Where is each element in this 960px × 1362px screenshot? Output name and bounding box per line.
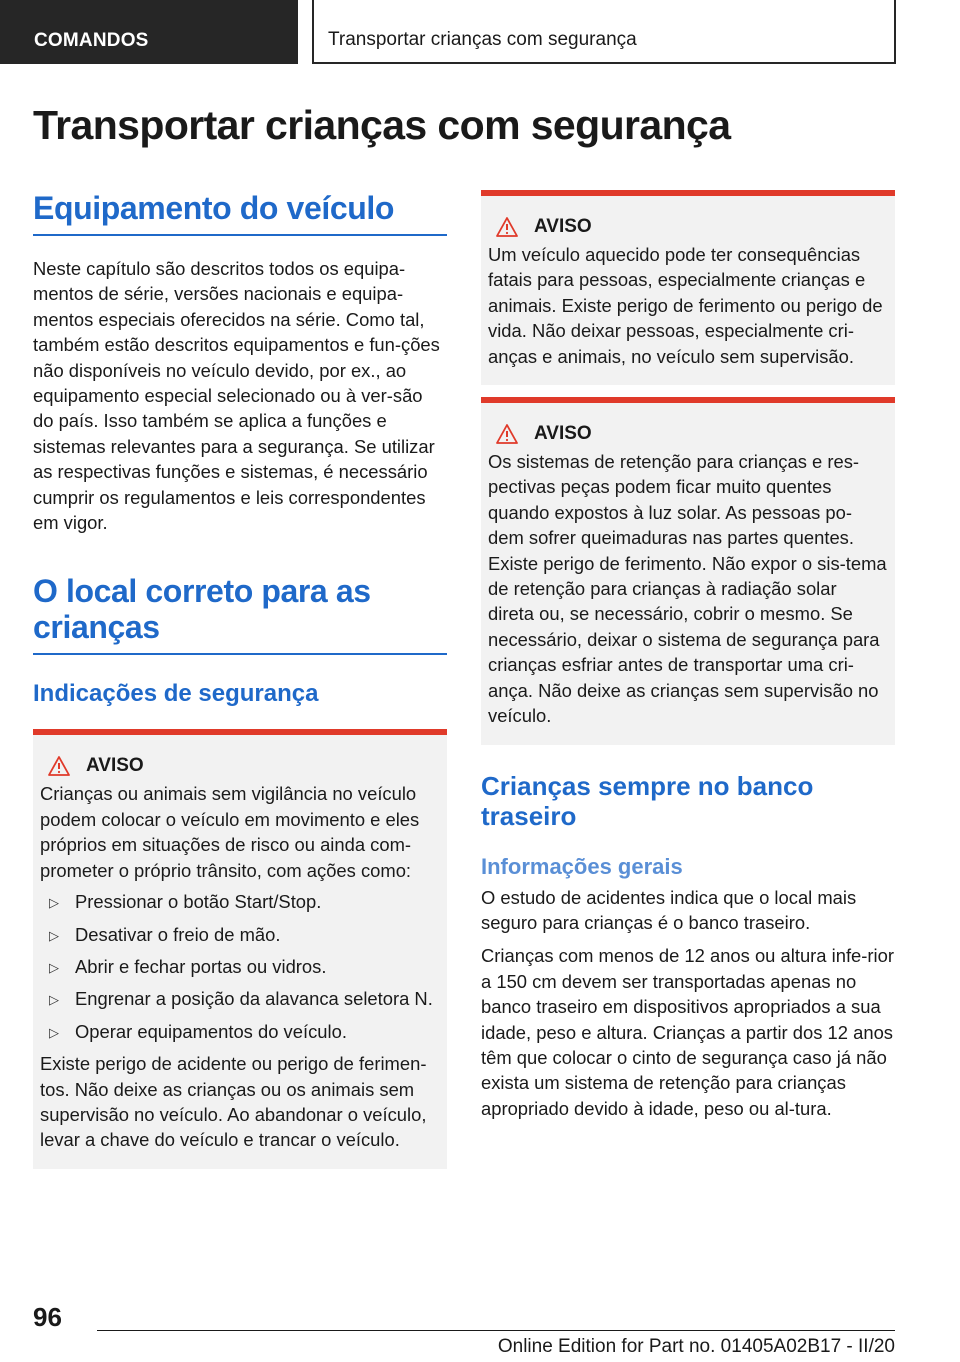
section-heading-equipment: Equipamento do veículo bbox=[33, 190, 447, 236]
triangle-bullet-icon: ▷ bbox=[49, 992, 59, 1008]
warning-box-heated-vehicle bbox=[481, 190, 895, 385]
warning-label: AVISO bbox=[86, 755, 144, 777]
subsection-heading-safety: Indicações de segurança bbox=[33, 680, 319, 708]
section-tab[interactable]: COMANDOS bbox=[0, 0, 298, 64]
triangle-bullet-icon: ▷ bbox=[49, 927, 59, 943]
section-heading-correct-place: O local correto para as crianças bbox=[33, 573, 447, 655]
list-item: ▷ Abrir e fechar portas ou vidros. bbox=[40, 954, 439, 979]
page-number: 96 bbox=[33, 1302, 62, 1332]
warning-triangle-icon bbox=[496, 424, 518, 444]
list-item: ▷ Pressionar o botão Start/Stop. bbox=[40, 889, 439, 914]
warning-bullet-list bbox=[40, 889, 439, 1044]
info-heading: Informações gerais bbox=[481, 853, 683, 879]
triangle-bullet-icon: ▷ bbox=[49, 895, 59, 911]
warning-header bbox=[488, 423, 887, 445]
list-item: ▷ Desativar o freio de mão. bbox=[40, 922, 439, 947]
warning-box-hot-parts bbox=[481, 397, 895, 744]
warning-label: AVISO bbox=[534, 216, 592, 237]
warning-triangle-icon bbox=[496, 217, 518, 237]
warning-text: Um veículo aquecido pode ter consequências fatais para pessoas, especialmente crianças e animais. Existe perigo de ferimento ou perigo de vida. Não deixar pessoas, especialmente cri-anças e animais, no veículo sem supervisão. bbox=[488, 244, 883, 367]
chapter-title: Transportar crianças com segurança bbox=[312, 0, 896, 64]
triangle-bullet-icon: ▷ bbox=[49, 959, 59, 975]
warning-outro: Existe perigo de acidente ou perigo de ferimen-tos. Não deixe as crianças ou os animais sem supervisão no veículo. Ao abandonar o veículo, levar a chave do veículo e trancar o veículo. bbox=[40, 1053, 427, 1151]
warning-text: Os sistemas de retenção para crianças e res-pectivas peças podem ficar muito quentes quando expostos à luz solar. As pessoas po-dem sofrer queimaduras nas partes quentes. Existe perigo de ferimento. Não expor o sis-tema de retenção para crianças à radiação solar direta ou, se necessário, cobrir o mesmo. Se necessário, deixar o sistema de segurança para crianças esfriar antes de transportar uma cri-ança. Não deixe as crianças sem supervisão no veículo. bbox=[488, 451, 887, 727]
warning-header bbox=[40, 755, 439, 777]
warning-label: AVISO bbox=[534, 423, 592, 445]
left-column bbox=[33, 190, 447, 1169]
subsection-heading-rear-seat: Crianças sempre no banco traseiro bbox=[481, 770, 814, 831]
footer-edition: Online Edition for Part no. 01405A02B17 - II/20 bbox=[497, 1336, 895, 1357]
footer-divider bbox=[97, 1330, 895, 1331]
info-paragraph-1: O estudo de acidentes indica que o local mais seguro para crianças é o banco traseiro. bbox=[481, 886, 857, 933]
page-title: Transportar crianças com segurança bbox=[33, 102, 731, 148]
list-item: ▷ Operar equipamentos do veículo. bbox=[40, 1019, 439, 1044]
warning-box-unattended bbox=[33, 729, 447, 1168]
equipment-paragraph: Neste capítulo são descritos todos os equipa-mentos de série, versões nacionais e equipa-mentos especiais oferecidos na série. Como tal, também estão descritos equipamentos e fun-ções não disponíveis no veículo devido, por ex., ao equipamento especial selecionado ou à ver-são do país. Isso também se aplica a funções e sistemas relevantes para a segurança. Se utilizar as respectivas funções e sistemas, é necessário cumprir os regulamentos e leis correspondentes em vigor. bbox=[33, 258, 440, 534]
warning-header bbox=[488, 216, 887, 238]
right-column bbox=[481, 190, 895, 1121]
triangle-bullet-icon: ▷ bbox=[49, 1024, 59, 1040]
info-paragraph-2: Crianças com menos de 12 anos ou altura infe-rior a 150 cm devem ser transportadas apenas no banco traseiro em dispositivos apropriados a sua idade, peso e altura. Crianças a partir dos 12 anos têm que colocar o cinto de segurança caso já não exista um sistema de retenção para crianças apropriado devido à idade, peso ou al-tura. bbox=[481, 945, 894, 1119]
warning-triangle-icon bbox=[48, 756, 70, 776]
warning-intro: Crianças ou animais sem vigilância no veículo podem colocar o veículo em movimento e eles próprios em situações de risco ou ainda com-prometer o próprio trânsito, com ações como: bbox=[40, 783, 420, 881]
list-item: ▷ Engrenar a posição da alavanca seletora N. bbox=[40, 986, 439, 1011]
